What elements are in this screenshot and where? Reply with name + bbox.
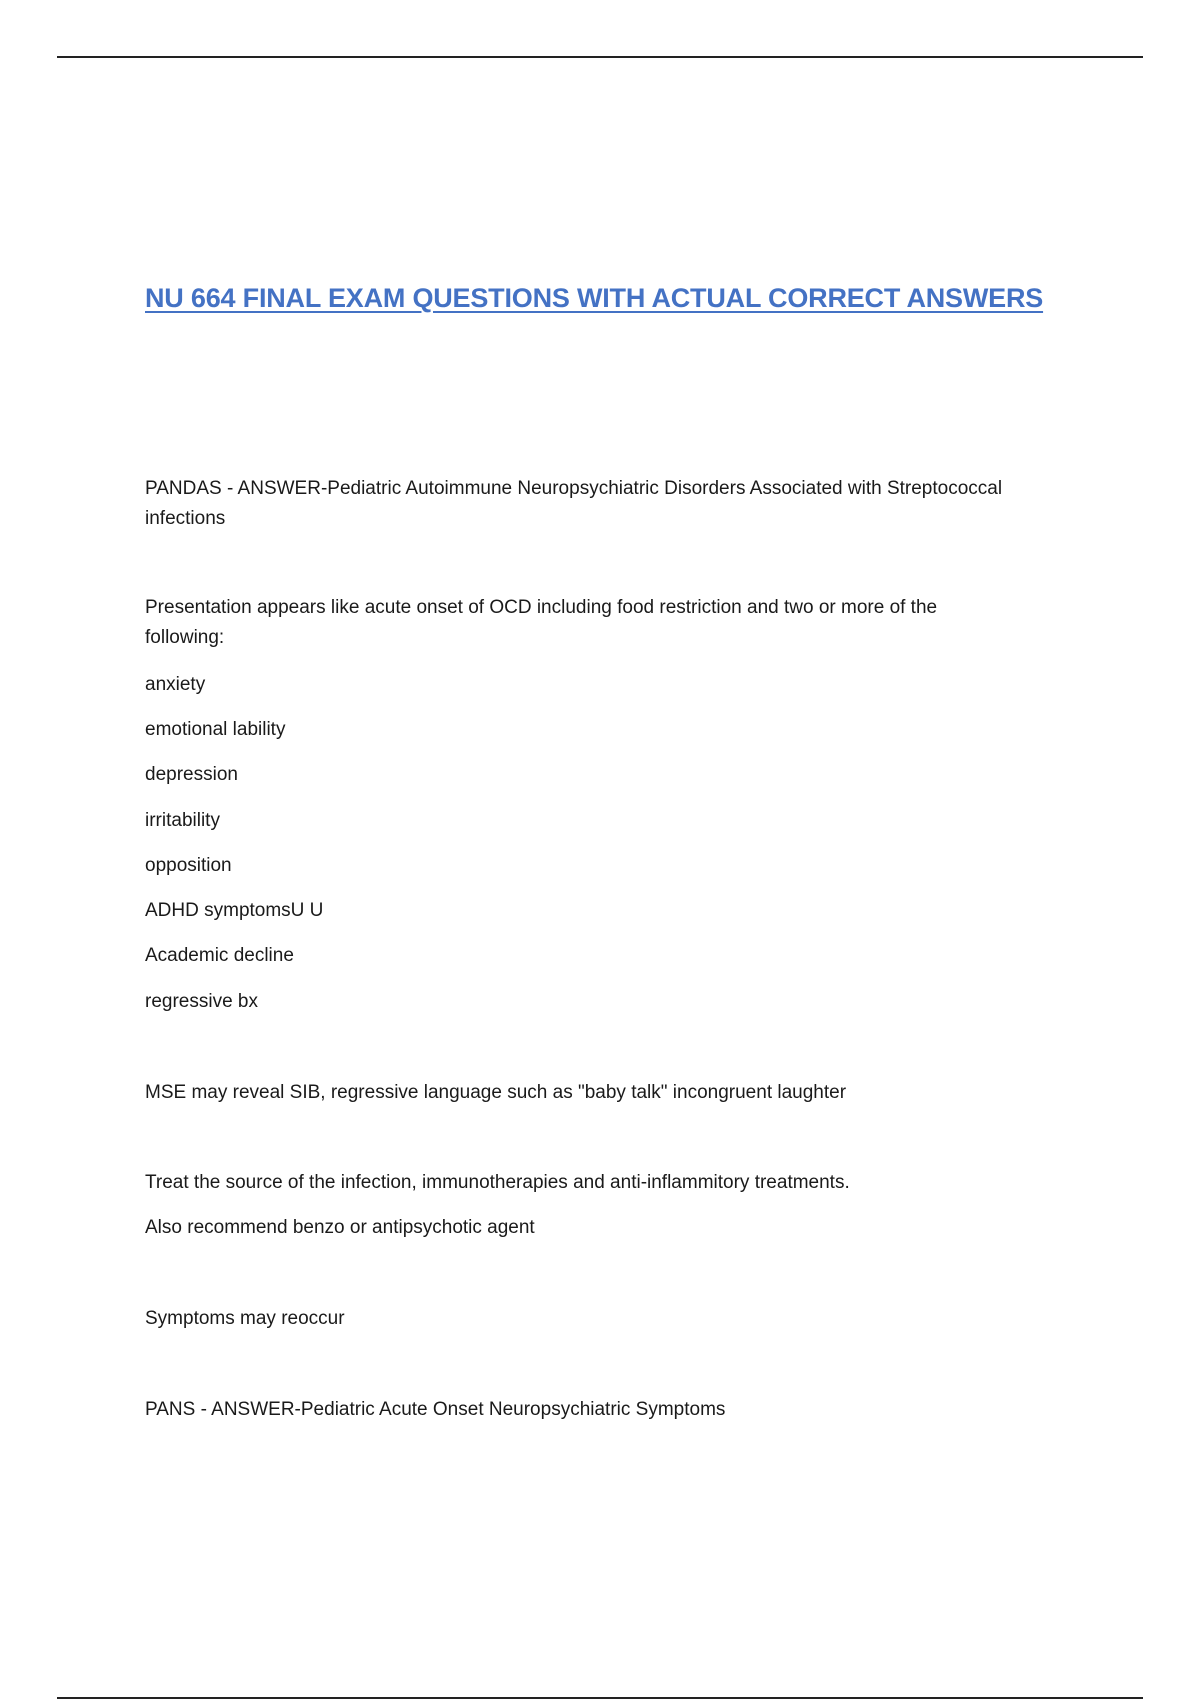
text-line: Treat the source of the infection, immunotherapies and anti-inflammitory treatments. <box>145 1172 850 1193</box>
text-line: PANS - ANSWER-Pediatric Acute Onset Neuropsychiatric Symptoms <box>145 1399 726 1420</box>
top-rule <box>57 56 1143 58</box>
text-line: following: <box>145 627 225 648</box>
text-line: Also recommend benzo or antipsychotic agent <box>145 1217 535 1238</box>
list-item: opposition <box>145 855 232 876</box>
list-item: regressive bx <box>145 991 258 1012</box>
bottom-rule <box>57 1697 1143 1699</box>
list-item: Academic decline <box>145 945 294 966</box>
text-line: Presentation appears like acute onset of OCD including food restriction and two or more of the <box>145 597 938 618</box>
list-item: depression <box>145 764 238 785</box>
list-item: anxiety <box>145 674 206 695</box>
list-item: emotional lability <box>145 719 286 740</box>
text-line: Symptoms may reoccur <box>145 1308 345 1329</box>
document-title: NU 664 FINAL EXAM QUESTIONS WITH ACTUAL CORRECT ANSWERS <box>145 283 1044 313</box>
list-item: irritability <box>145 810 220 831</box>
text-line: infections <box>145 508 226 529</box>
list-item: ADHD symptomsU U <box>145 900 324 921</box>
text-line: PANDAS - ANSWER-Pediatric Autoimmune Neuropsychiatric Disorders Associated with Streptococcal <box>145 478 1003 499</box>
text-line: MSE may reveal SIB, regressive language such as "baby talk" incongruent laughter <box>145 1082 847 1103</box>
